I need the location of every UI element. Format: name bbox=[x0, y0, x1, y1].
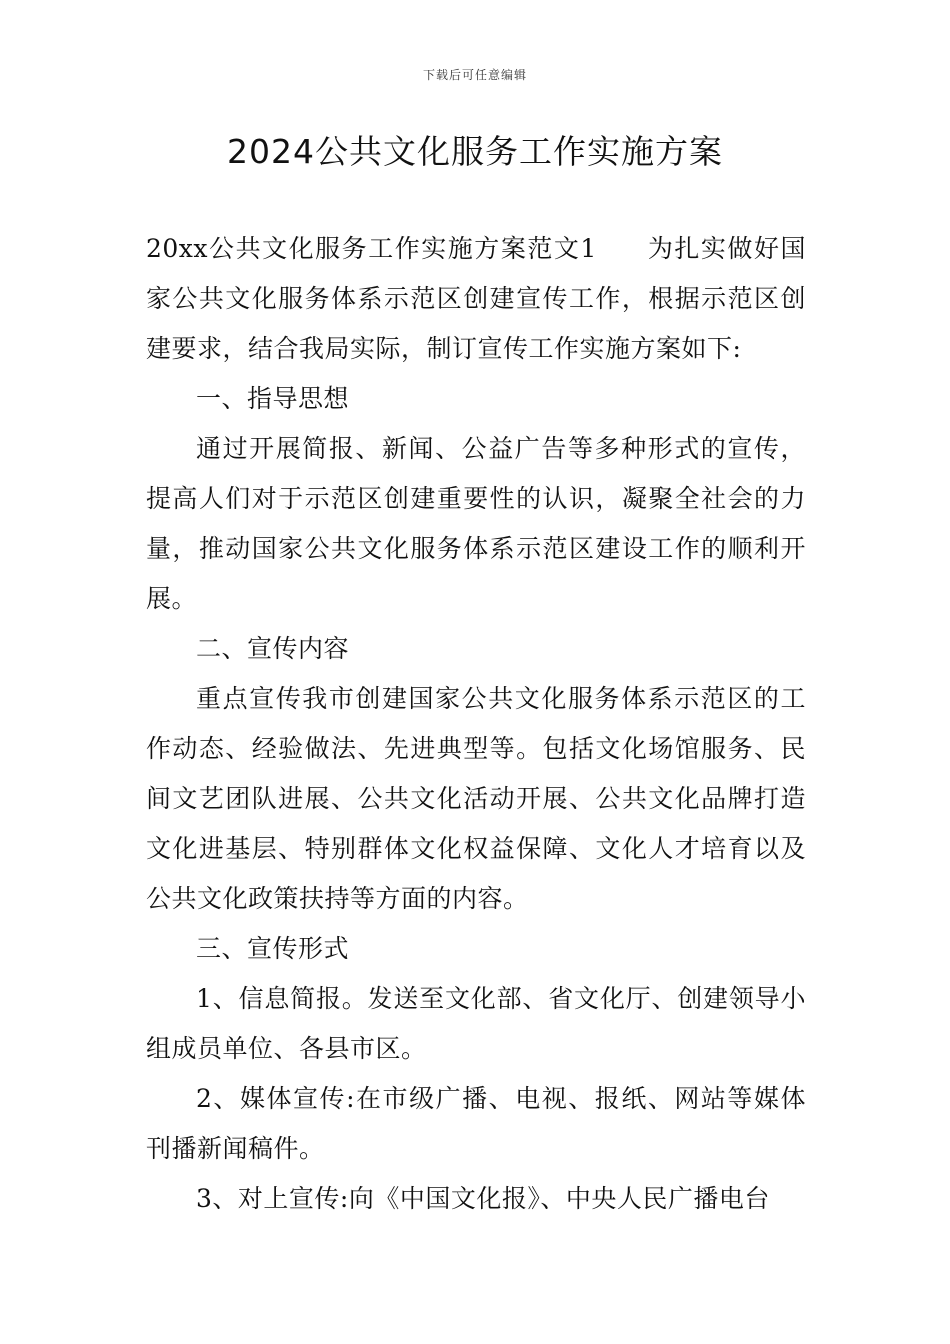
document-body bbox=[146, 224, 806, 1224]
section-heading-publicity-content: 二、宣传内容 bbox=[196, 634, 350, 663]
intro-label: 20xx公共文化服务工作实施方案范文1 bbox=[146, 234, 597, 263]
list-item-media-publicity: 2、媒体宣传:在市级广播、电视、报纸、网站等媒体刊播新闻稿件。 bbox=[146, 1084, 806, 1163]
header-note: 下载后可任意编辑 bbox=[422, 68, 527, 82]
list-item-upward-publicity: 3、对上宣传:向《中国文化报》、中央人民广播电台 bbox=[196, 1184, 770, 1213]
section-heading-guiding-ideology: 一、指导思想 bbox=[196, 384, 350, 413]
intro-paragraph bbox=[146, 224, 806, 374]
section-heading-publicity-form: 三、宣传形式 bbox=[196, 934, 350, 963]
section-paragraph: 重点宣传我市创建国家公共文化服务体系示范区的工作动态、经验做法、先进典型等。包括文化场馆服务、民间文艺团队进展、公共文化活动开展、公共文化品牌打造文化进基层、特别群体文化权益保障、文化人才培育以及公共文化政策扶持等方面的内容。 bbox=[146, 684, 806, 913]
document-title: 2024公共文化服务工作实施方案 bbox=[227, 132, 723, 171]
list-item-info-briefing: 1、信息简报。发送至文化部、省文化厅、创建领导小组成员单位、各县市区。 bbox=[146, 984, 806, 1063]
intro-text: 为扎实做好国家公共文化服务体系示范区创建宣传工作，根据示范区创建要求，结合我局实际，制订宣传工作实施方案如下: bbox=[146, 234, 806, 363]
section-paragraph: 通过开展简报、新闻、公益广告等多种形式的宣传，提高人们对于示范区创建重要性的认识，凝聚全社会的力量，推动国家公共文化服务体系示范区建设工作的顺利开展。 bbox=[146, 434, 806, 613]
